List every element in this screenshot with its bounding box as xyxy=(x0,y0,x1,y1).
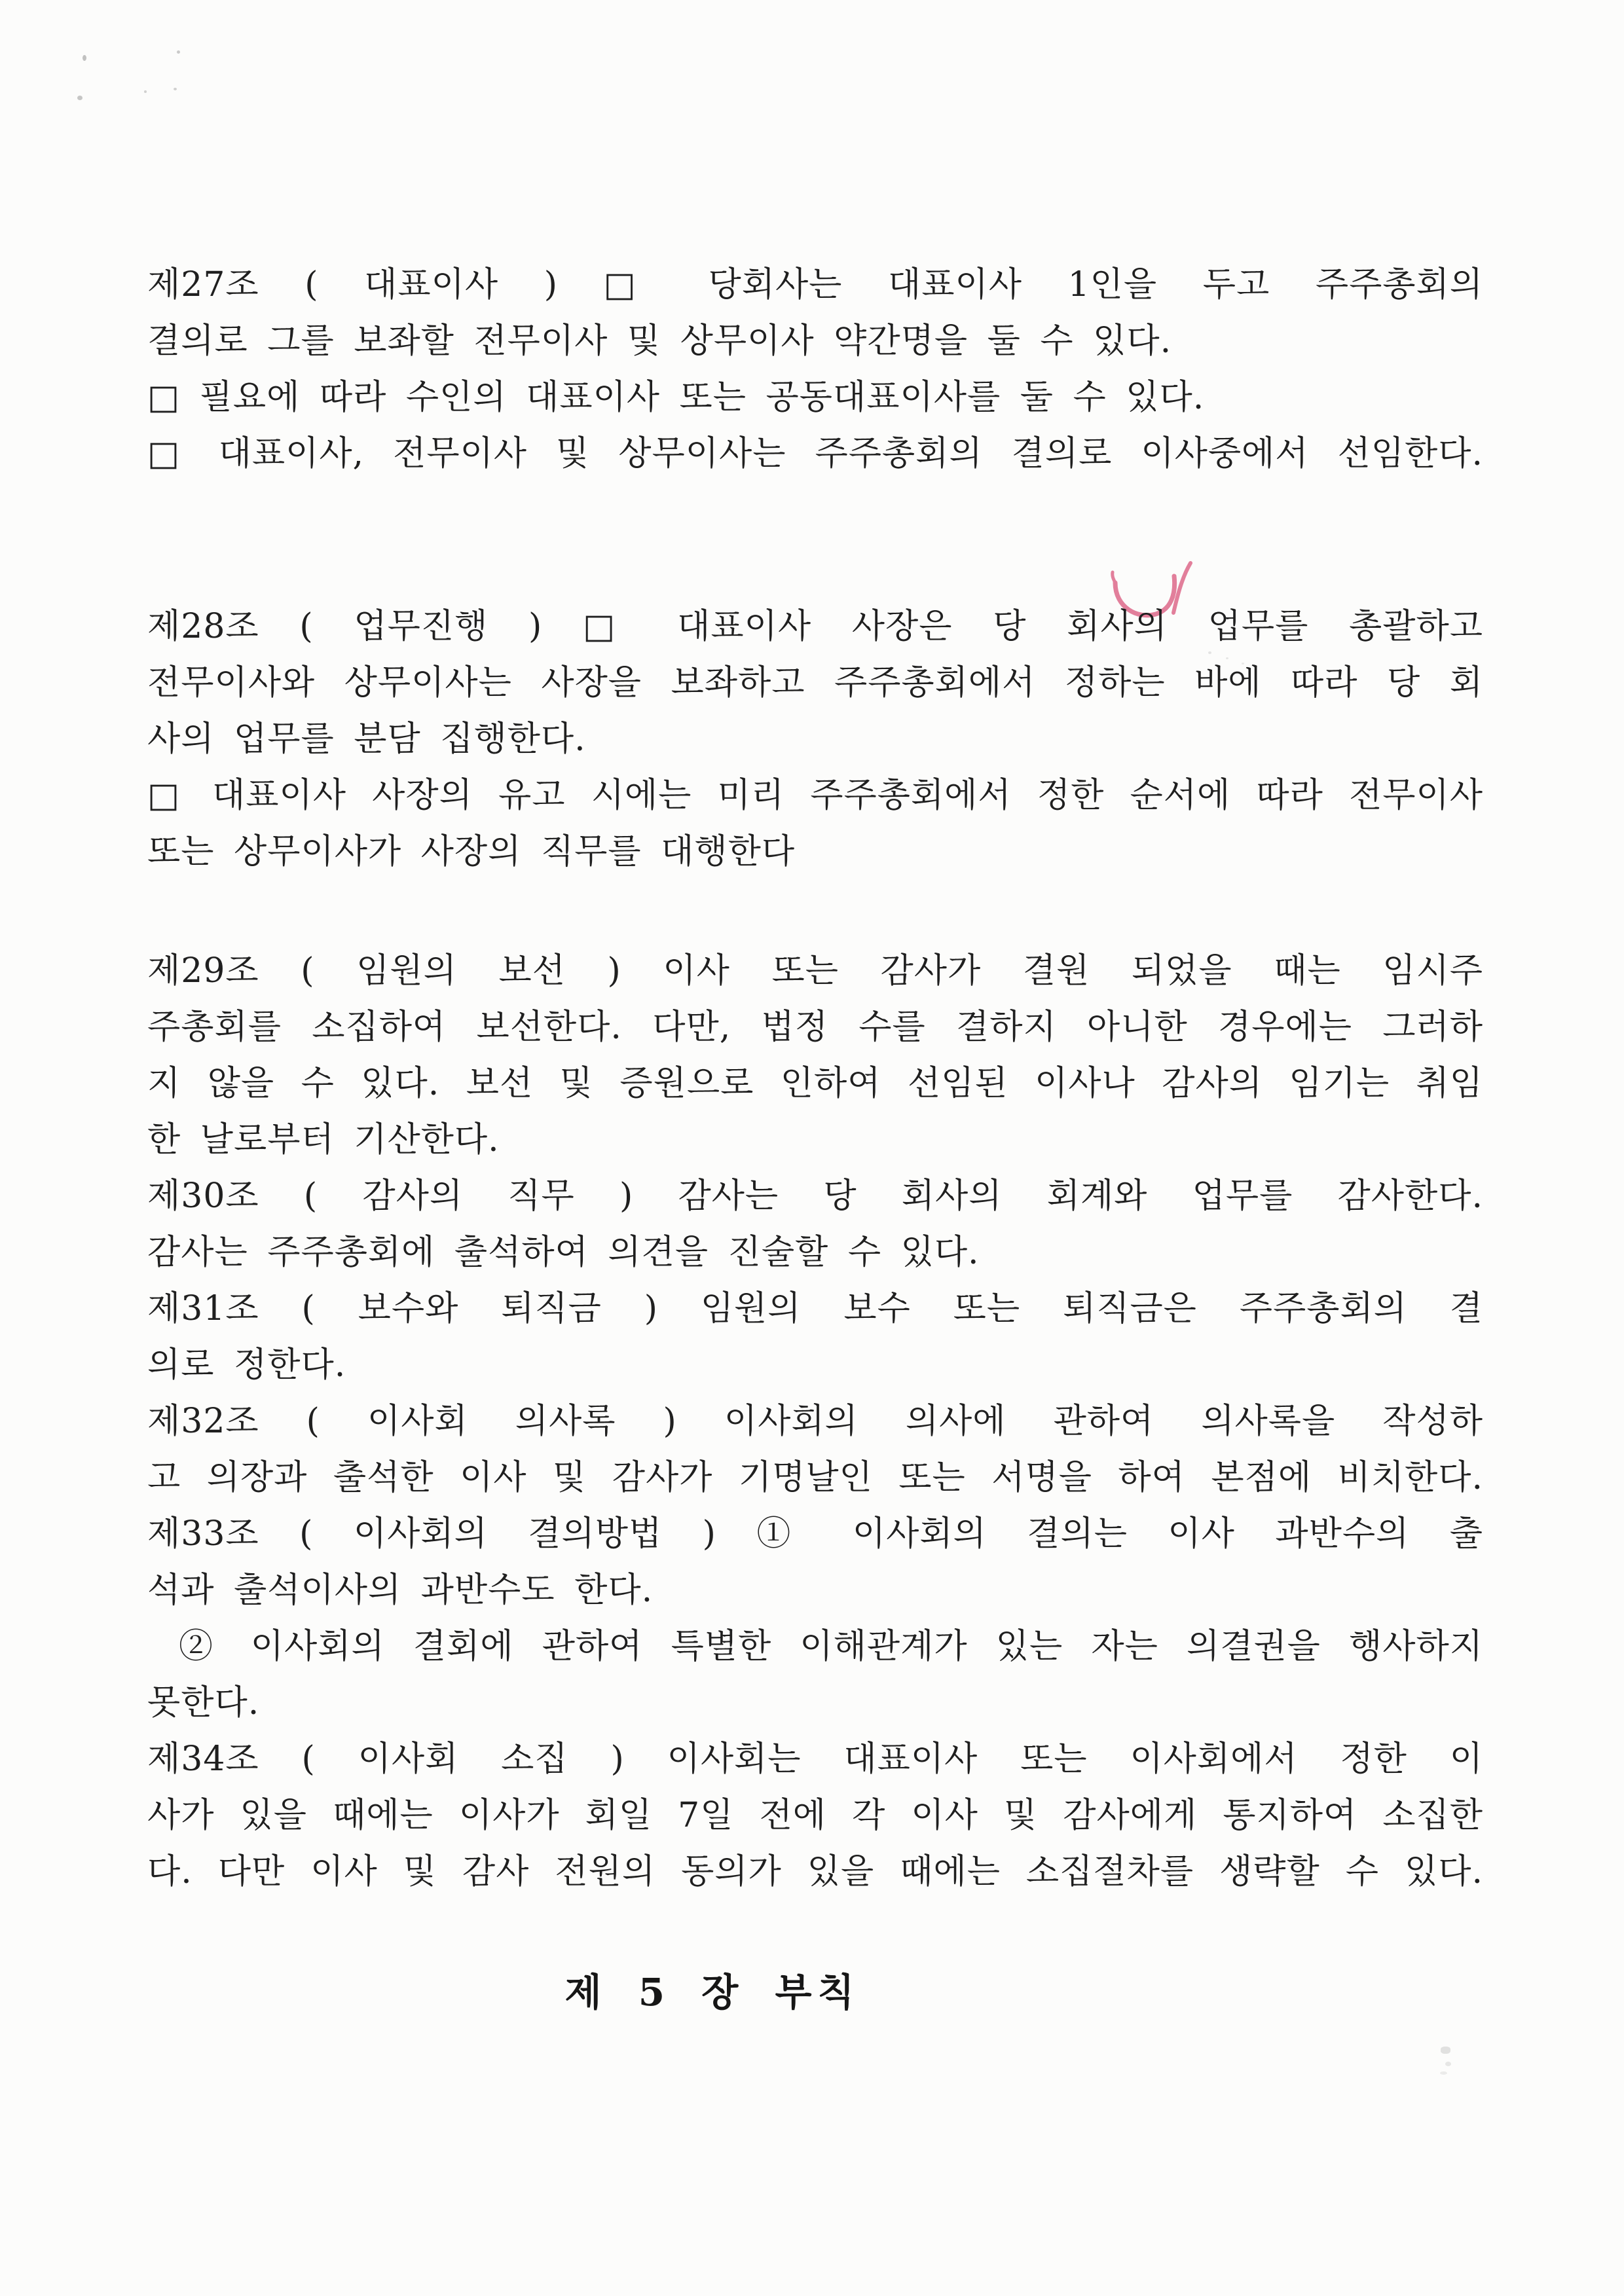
text-line: 제34조 ( 이사회 소집 ) 이사회는 대표이사 또는 이사회에서 정한 이 xyxy=(147,1740,1483,1779)
article-34 xyxy=(147,1731,1483,1900)
scan-speck xyxy=(83,55,86,61)
scan-speck xyxy=(1445,2062,1451,2066)
text-line: 제29조 ( 임원의 보선 ) 이사 또는 감사가 결원 되었을 때는 임시주 xyxy=(147,951,1483,991)
text-line: □ 필요에 따라 수인의 대표이사 또는 공동대표이사를 둘 수 있다. xyxy=(147,378,1205,417)
text-line: 사가 있을 때에는 이사가 회일 7일 전에 각 이사 및 감사에게 통지하여 소집한 xyxy=(147,1796,1483,1835)
article-28 xyxy=(147,598,1483,880)
chapter-heading: 제 5 장 부칙 xyxy=(564,1970,860,2014)
scan-speck xyxy=(1441,2047,1450,2054)
text-line: 제27조 ( 대표이사 ) □ 당회사는 대표이사 1인을 두고 주주총회의 xyxy=(147,265,1483,304)
scan-speck xyxy=(1440,2071,1447,2075)
scan-speck xyxy=(177,50,180,54)
text-line: 제31조 ( 보수와 퇴직금 ) 임원의 보수 또는 퇴직금은 주주총회의 결 xyxy=(147,1289,1483,1328)
text-line: 지 않을 수 있다. 보선 및 증원으로 인하여 선임된 이사나 감사의 임기는 취임 xyxy=(147,1064,1483,1103)
article-27 xyxy=(147,257,1483,482)
article-33 xyxy=(147,1506,1483,1731)
article-31 xyxy=(147,1281,1483,1393)
article-29 xyxy=(147,943,1483,1168)
text-line: 석과 출석이사의 과반수도 한다. xyxy=(147,1571,654,1610)
text-line: 한 날로부터 기산한다. xyxy=(147,1120,500,1159)
text-line: 감사는 주주총회에 출석하여 의견을 진술할 수 있다. xyxy=(147,1233,980,1272)
text-line: 못한다. xyxy=(147,1683,260,1722)
text-line: 제33조 ( 이사회의 결의방법 ) ① 이사회의 결의는 이사 과반수의 출 xyxy=(147,1514,1483,1554)
article-30 xyxy=(147,1168,1483,1281)
scan-speck xyxy=(174,88,177,90)
scan-speck xyxy=(77,96,83,100)
text-line: 제32조 ( 이사회 의사록 ) 이사회의 의사에 관하여 의사록을 작성하 xyxy=(147,1402,1483,1441)
text-line: 결의로 그를 보좌할 전무이사 및 상무이사 약간명을 둘 수 있다. xyxy=(147,321,1172,361)
text-line: 전무이사와 상무이사는 사장을 보좌하고 주주총회에서 정하는 바에 따라 당 회 xyxy=(147,663,1483,702)
text-line: □ 대표이사 사장의 유고 시에는 미리 주주총회에서 정한 순서에 따라 전무이사 xyxy=(147,776,1483,815)
text-line: 고 의장과 출석한 이사 및 감사가 기명날인 또는 서명을 하여 본점에 비치한다. xyxy=(147,1458,1483,1497)
document-text-block xyxy=(147,257,1483,2022)
text-line: 다. 다만 이사 및 감사 전원의 동의가 있을 때에는 소집절차를 생략할 수 있다. xyxy=(147,1852,1483,1891)
text-line: □ 대표이사, 전무이사 및 상무이사는 주주총회의 결의로 이사중에서 선임한다. xyxy=(147,434,1483,473)
text-line: 사의 업무를 분담 집행한다. xyxy=(147,720,586,759)
scan-speck xyxy=(144,90,147,93)
article-32 xyxy=(147,1393,1483,1506)
text-line: 주총회를 소집하여 보선한다. 다만, 법정 수를 결하지 아니한 경우에는 그러하 xyxy=(147,1008,1483,1047)
text-line: 제28조 ( 업무진행 ) □ 대표이사 사장은 당 회사의 업무를 총괄하고 xyxy=(147,607,1483,646)
text-line: ② 이사회의 결회에 관하여 특별한 이해관계가 있는 자는 의결권을 행사하지 xyxy=(179,1627,1483,1666)
text-line: 의로 정한다. xyxy=(147,1345,346,1385)
text-line: 제30조 ( 감사의 직무 ) 감사는 당 회사의 회계와 업무를 감사한다. xyxy=(147,1176,1483,1216)
text-line: 또는 상무이사가 사장의 직무를 대행한다 xyxy=(147,832,796,871)
